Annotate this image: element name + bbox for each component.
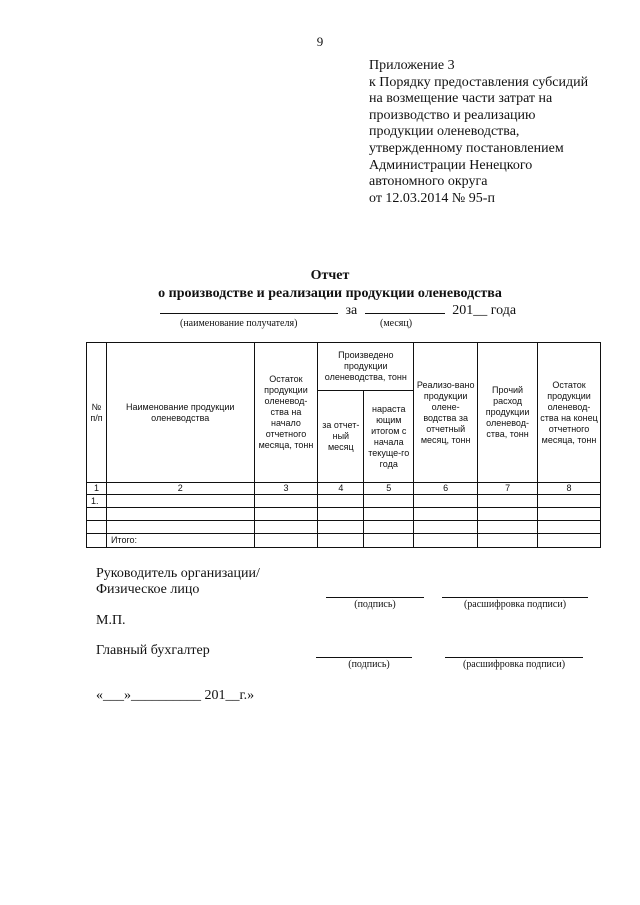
accountant-label: Главный бухгалтер (96, 643, 210, 658)
table-cell (87, 534, 107, 548)
header-end-balance: Остаток продукции оленевод-ства на конец отчетного месяца, тонн (538, 343, 601, 483)
month-caption: (месяц) (380, 318, 413, 329)
year-text: 201__ года (452, 303, 517, 318)
table-cell[interactable] (254, 508, 318, 521)
table-cell[interactable] (414, 534, 478, 548)
appendix-line: от 12.03.2014 № 95-п (369, 190, 495, 206)
total-label: Итого: (106, 534, 254, 548)
table-cell[interactable] (414, 521, 478, 534)
table-cell (87, 508, 107, 521)
table-row (87, 495, 601, 508)
page-number: 9 (316, 34, 324, 49)
report-period-line (160, 301, 516, 319)
column-number: 2 (106, 483, 254, 495)
head-decode-line[interactable] (442, 597, 588, 598)
accountant-signature-caption: (подпись) (348, 659, 390, 670)
column-number: 6 (414, 483, 478, 495)
table-cell[interactable] (364, 534, 414, 548)
column-number: 7 (478, 483, 538, 495)
table-cell[interactable] (414, 508, 478, 521)
total-row (87, 534, 601, 548)
table-cell[interactable] (364, 508, 414, 521)
table-cell[interactable] (318, 508, 364, 521)
table-cell[interactable] (318, 495, 364, 508)
header-name: Наименование продукции оленеводства (106, 343, 254, 483)
report-title: Отчет (310, 268, 350, 283)
stamp-label: М.П. (96, 613, 126, 628)
table-cell[interactable] (106, 495, 254, 508)
table-cell[interactable] (254, 495, 318, 508)
table-cell[interactable] (364, 495, 414, 508)
head-signature-line[interactable] (326, 597, 424, 598)
table-cell[interactable] (478, 508, 538, 521)
appendix-line: Приложение 3 (369, 58, 455, 73)
table-row (87, 521, 601, 534)
appendix-line: к Порядку предоставления субсидий (369, 74, 589, 90)
header-produced-total: нараста ющим итогом с начала текуще-го года (364, 391, 414, 483)
report-table (86, 342, 601, 548)
recipient-caption: (наименование получателя) (180, 318, 298, 329)
appendix-line: на возмещение части затрат на (369, 91, 553, 107)
column-number: 4 (318, 483, 364, 495)
header-num: № п/п (87, 343, 107, 483)
table-cell[interactable] (478, 521, 538, 534)
table-row (87, 508, 601, 521)
accountant-signature-line[interactable] (316, 657, 412, 658)
table-cell[interactable] (538, 534, 601, 548)
for-text: за (345, 303, 358, 318)
column-number: 8 (538, 483, 601, 495)
header-start-balance: Остаток продукции оленевод-ства на начало отчетного месяца, тонн (254, 343, 318, 483)
appendix-line: продукции оленеводства, (369, 124, 520, 140)
head-decode-caption: (расшифровка подписи) (463, 599, 567, 610)
header-produced: Произведено продукции оленеводства, тонн (318, 343, 414, 391)
table-cell[interactable] (478, 495, 538, 508)
column-number: 3 (254, 483, 318, 495)
appendix-line: производство и реализацию (369, 107, 536, 123)
table-cell[interactable] (478, 534, 538, 548)
header-other-expense: Прочий расход продукции оленевод-ства, тонн (478, 343, 538, 483)
appendix-line: утвержденному постановлением (369, 140, 564, 156)
head-label-line2: Физическое лицо (96, 582, 200, 597)
table-cell[interactable] (254, 521, 318, 534)
table-cell[interactable] (364, 521, 414, 534)
table-cell[interactable] (538, 521, 601, 534)
column-number: 1 (87, 483, 107, 495)
date-line: «___»__________ 201__г.» (96, 688, 255, 703)
table-cell[interactable] (318, 534, 364, 548)
table-cell[interactable] (538, 508, 601, 521)
recipient-blank[interactable] (160, 301, 338, 314)
table-cell[interactable] (414, 495, 478, 508)
header-produced-month: за отчет-ный месяц (318, 391, 364, 483)
header-sold: Реализо-вано продукции олене-водства за отчетный месяц, тонн (414, 343, 478, 483)
table-cell[interactable] (254, 534, 318, 548)
column-number: 5 (364, 483, 414, 495)
accountant-decode-line[interactable] (445, 657, 583, 658)
appendix-block (369, 58, 588, 207)
table-cell (87, 521, 107, 534)
head-label-line1: Руководитель организации/ (96, 566, 260, 581)
head-signature-caption: (подпись) (354, 599, 396, 610)
row-number: 1. (87, 495, 107, 508)
appendix-line: Администрации Ненецкого (369, 157, 533, 173)
accountant-decode-caption: (расшифровка подписи) (462, 659, 566, 670)
month-blank[interactable] (365, 301, 445, 314)
header-row (87, 343, 601, 391)
appendix-line: автономного округа (369, 174, 488, 190)
column-number-row (87, 483, 601, 495)
report-subtitle: о производстве и реализации продукции оленеводства (158, 286, 502, 301)
table-cell[interactable] (106, 508, 254, 521)
table-cell[interactable] (538, 495, 601, 508)
table-cell[interactable] (106, 521, 254, 534)
table-cell[interactable] (318, 521, 364, 534)
